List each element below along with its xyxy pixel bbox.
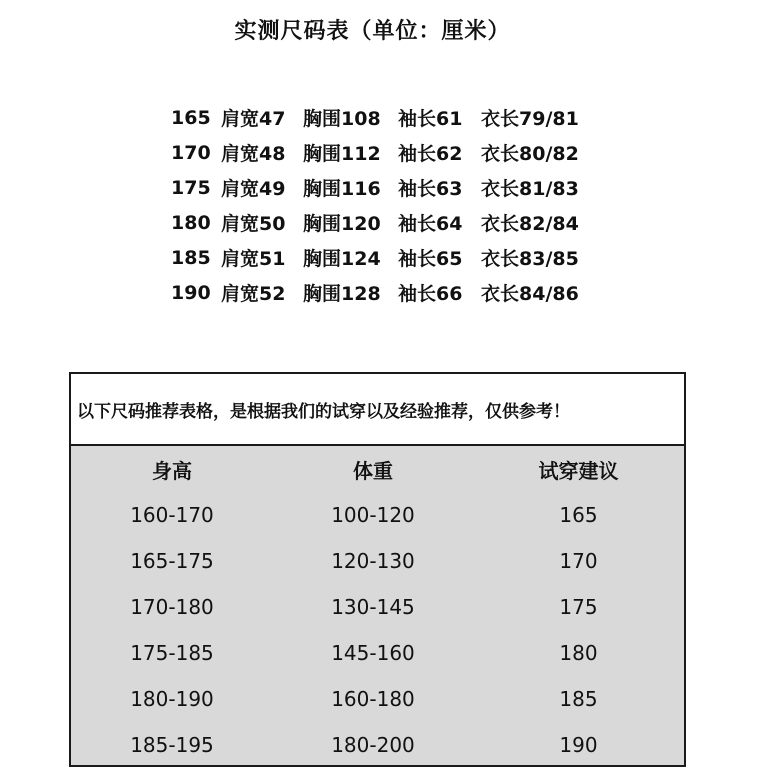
table-row (71, 584, 684, 630)
cell-suggested-size: 175 (559, 595, 598, 619)
measure-chest: 胸围108 (303, 108, 381, 130)
measurement-list (171, 100, 591, 310)
measure-sleeve: 袖长64 (398, 213, 463, 235)
measure-shoulder: 肩宽49 (221, 178, 286, 200)
page-title: 实测尺码表（单位：厘米） (234, 19, 511, 44)
cell-weight: 145-160 (331, 641, 415, 665)
table-row (71, 676, 684, 722)
cell-height: 185-195 (130, 733, 214, 757)
size-recommendation-table (69, 372, 686, 767)
header-height: 身高 (152, 458, 192, 483)
measurement-row (171, 205, 591, 240)
measurement-row (171, 275, 591, 310)
measure-chest: 胸围116 (303, 178, 381, 200)
measure-height: 180 (171, 211, 211, 234)
measure-shoulder: 肩宽47 (221, 108, 286, 130)
cell-height: 165-175 (130, 549, 214, 573)
measure-sleeve: 袖长63 (398, 178, 463, 200)
measure-sleeve: 袖长62 (398, 143, 463, 165)
measure-length: 衣长80/82 (481, 143, 579, 165)
measure-shoulder: 肩宽50 (221, 213, 286, 235)
measure-height: 190 (171, 281, 211, 304)
measurement-row (171, 100, 591, 135)
table-header-row (71, 446, 684, 492)
recommendation-body (71, 446, 684, 765)
cell-suggested-size: 170 (559, 549, 598, 573)
cell-suggested-size: 190 (559, 733, 598, 757)
cell-suggested-size: 165 (559, 503, 598, 527)
measure-shoulder: 肩宽51 (221, 248, 286, 270)
measure-length: 衣长81/83 (481, 178, 579, 200)
measure-chest: 胸围124 (303, 248, 381, 270)
cell-weight: 120-130 (331, 549, 415, 573)
cell-height: 175-185 (130, 641, 214, 665)
measure-sleeve: 袖长65 (398, 248, 463, 270)
measure-shoulder: 肩宽48 (221, 143, 286, 165)
cell-height: 180-190 (130, 687, 214, 711)
header-weight: 体重 (353, 458, 393, 483)
table-row (71, 630, 684, 676)
cell-height: 160-170 (130, 503, 214, 527)
cell-weight: 180-200 (331, 733, 415, 757)
recommendation-note: 以下尺码推荐表格，是根据我们的试穿以及经验推荐，仅供参考！ (71, 374, 684, 446)
measure-height: 170 (171, 141, 211, 164)
measure-sleeve: 袖长66 (398, 283, 463, 305)
measurement-row (171, 135, 591, 170)
cell-weight: 160-180 (331, 687, 415, 711)
measurement-row (171, 170, 591, 205)
measure-length: 衣长84/86 (481, 283, 579, 305)
measurement-row (171, 240, 591, 275)
cell-suggested-size: 185 (559, 687, 598, 711)
measure-chest: 胸围128 (303, 283, 381, 305)
cell-weight: 130-145 (331, 595, 415, 619)
measure-length: 衣长79/81 (481, 108, 579, 130)
measure-length: 衣长83/85 (481, 248, 579, 270)
table-row (71, 538, 684, 584)
cell-weight: 100-120 (331, 503, 415, 527)
measure-shoulder: 肩宽52 (221, 283, 286, 305)
cell-suggested-size: 180 (559, 641, 598, 665)
table-row (71, 492, 684, 538)
measure-height: 175 (171, 176, 211, 199)
measure-sleeve: 袖长61 (398, 108, 463, 130)
measure-length: 衣长82/84 (481, 213, 579, 235)
measure-height: 165 (171, 106, 211, 129)
measure-chest: 胸围120 (303, 213, 381, 235)
measure-chest: 胸围112 (303, 143, 381, 165)
cell-height: 170-180 (130, 595, 214, 619)
table-row (71, 722, 684, 768)
measure-height: 185 (171, 246, 211, 269)
header-suggested-size: 试穿建议 (538, 458, 619, 483)
